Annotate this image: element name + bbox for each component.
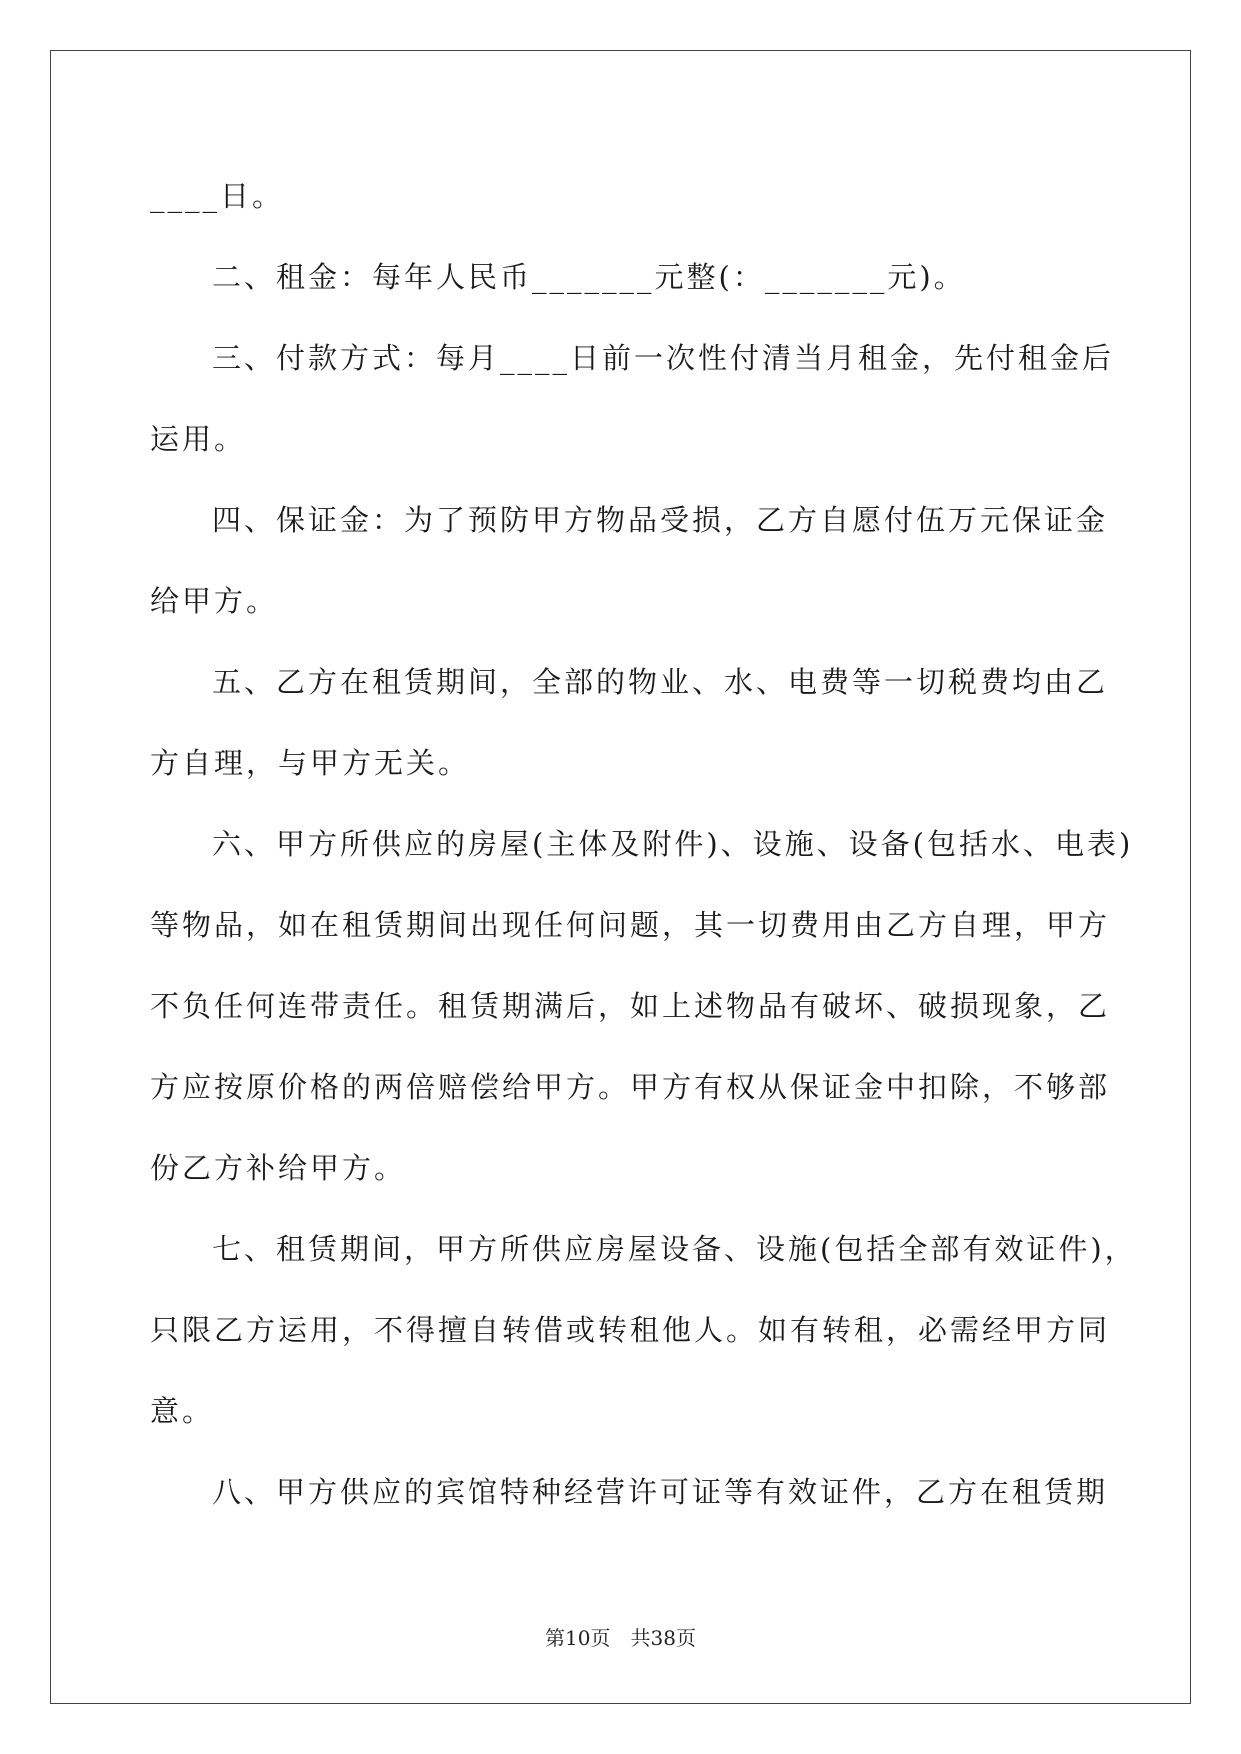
text-line: 二、租金：每年人民币_______元整(：_______元)。 [212, 260, 966, 294]
text-line: 七、租赁期间，甲方所供应房屋设备、设施(包括全部有效证件)， [212, 1232, 1137, 1266]
text-line: 不负任何连带责任。租赁期满后，如上述物品有破坏、破损现象，乙 [150, 989, 1111, 1023]
text-line: 六、甲方所供应的房屋(主体及附件)、设施、设备(包括水、电表) [212, 827, 1134, 861]
text-line: 方自理，与甲方无关。 [150, 746, 471, 780]
text-line: 三、付款方式：每月____日前一次性付清当月租金，先付租金后 [212, 341, 1115, 375]
text-line: 给甲方。 [150, 584, 279, 618]
text-line: 五、乙方在租赁期间，全部的物业、水、电费等一切税费均由乙 [212, 665, 1109, 699]
text-line: 份乙方补给甲方。 [150, 1151, 407, 1185]
text-line: 四、保证金：为了预防甲方物品受损，乙方自愿付伍万元保证金 [212, 503, 1109, 537]
text-line: 意。 [150, 1394, 215, 1428]
text-line: 八、甲方供应的宾馆特种经营许可证等有效证件，乙方在租赁期 [212, 1475, 1109, 1509]
text-line: 运用。 [150, 422, 247, 456]
text-line: 等物品，如在租赁期间出现任何问题，其一切费用由乙方自理，甲方 [150, 908, 1111, 942]
text-line: 方应按原价格的两倍赔偿给甲方。甲方有权从保证金中扣除，不够部 [150, 1070, 1111, 1104]
text-line: 只限乙方运用，不得擅自转借或转租他人。如有转租，必需经甲方同 [150, 1313, 1111, 1347]
text-line: ____日。 [150, 179, 285, 213]
document-body [150, 156, 1137, 1533]
page-number-footer: 第10页 共38页 [545, 1626, 696, 1650]
